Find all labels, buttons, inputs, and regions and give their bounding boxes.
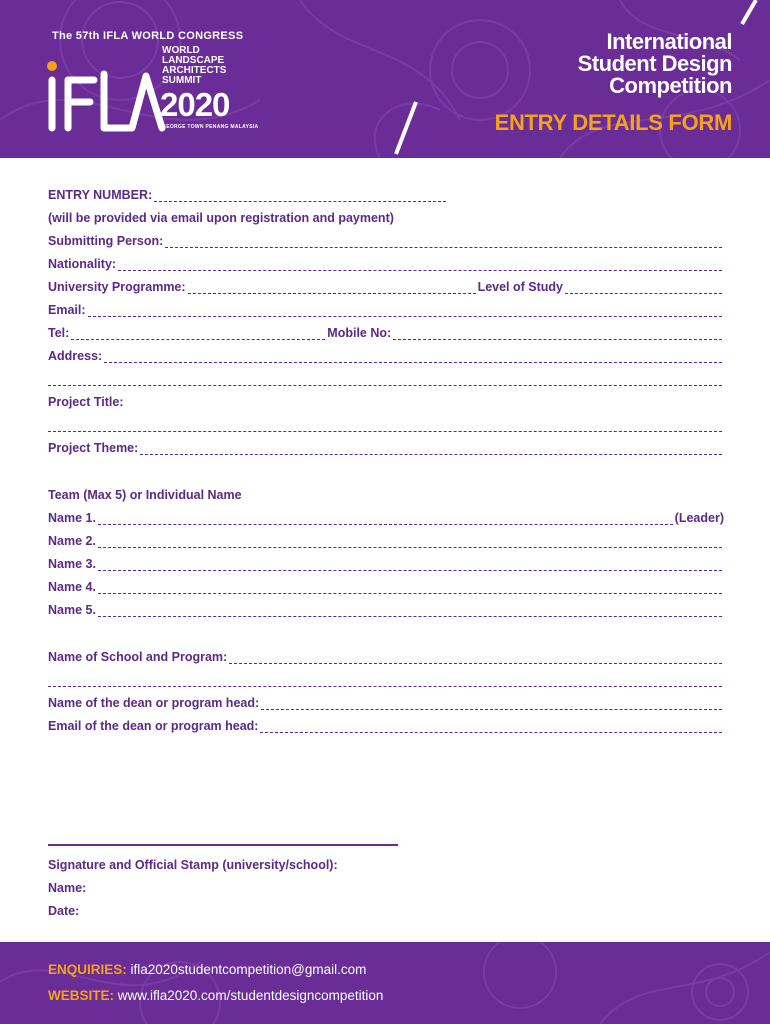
name-label: Name 4. [48,580,96,594]
entry-number-label: ENTRY NUMBER: [48,188,153,202]
university-programme-label: University Programme: [48,280,186,294]
tel-label: Tel: [48,326,70,340]
email-row [48,299,724,317]
school-program-field[interactable] [229,651,722,664]
summit-line: WORLD [162,45,200,56]
school-program-field-2[interactable] [48,674,722,687]
footer-banner [0,942,770,1024]
competition-line: International [606,29,732,54]
university-row [48,276,724,294]
address-field-2[interactable] [48,373,722,386]
competition-title [578,31,732,97]
name-row [48,599,724,617]
project-title-label: Project Title: [48,395,124,409]
email-field[interactable] [88,304,722,317]
dean-name-label: Name of the dean or program head: [48,696,260,710]
name-label: Name 3. [48,557,96,571]
form-title: ENTRY DETAILS FORM [494,110,732,135]
slash-decoration [730,0,760,30]
phone-row [48,322,724,340]
entry-number-row [48,184,724,202]
ifla-logo [46,52,166,136]
team-heading: Team (Max 5) or Individual Name [48,488,242,502]
mobile-label: Mobile No: [327,326,392,340]
location-label: GEORGE TOWN PENANG MALAYSIA [162,124,259,130]
dean-email-field[interactable] [260,720,722,733]
congress-label: The 57th IFLA WORLD CONGRESS [52,30,244,42]
address-row [48,345,724,363]
project-theme-label: Project Theme: [48,441,139,455]
summit-line: ARCHITECTS [162,65,227,76]
enquiries-email-link[interactable]: ifla2020studentcompetition@gmail.com [130,962,367,977]
slash-decoration [390,98,420,158]
entry-number-field[interactable] [154,189,446,202]
university-programme-field[interactable] [188,281,476,294]
entry-note-row [48,207,724,225]
name-row [48,530,724,548]
competition-line: Competition [609,73,732,98]
address-field[interactable] [104,350,722,363]
nationality-row [48,253,724,271]
sig-name-label: Name: [48,881,87,895]
dean-name-field[interactable] [261,697,722,710]
sig-name-row [48,877,724,895]
project-title-row [48,391,724,409]
name-field[interactable] [98,604,722,617]
school-program-label: Name of School and Program: [48,650,228,664]
name-field[interactable] [98,581,722,594]
email-label: Email: [48,303,86,317]
sig-date-label: Date: [48,904,80,918]
address-label: Address: [48,349,103,363]
summit-text [162,46,226,86]
name-field[interactable] [98,558,722,571]
enquiries-line [48,962,366,977]
name-row [48,576,724,594]
entry-note: (will be provided via email upon registration and payment) [48,211,394,225]
header-banner [0,0,770,158]
submitting-person-row [48,230,724,248]
name-field[interactable] [98,535,722,548]
website-line [48,988,383,1003]
year-label: 2020 [160,86,230,123]
submitting-person-label: Submitting Person: [48,234,164,248]
project-theme-row [48,437,724,455]
signature-line [48,844,398,846]
address-row-2 [48,368,724,386]
level-of-study-field[interactable] [565,281,722,294]
name-row [48,507,724,525]
website-link[interactable]: www.ifla2020.com/studentdesigncompetition [117,988,384,1003]
dean-name-row [48,692,724,710]
leader-label: (Leader) [674,511,724,525]
level-of-study-label: Level of Study [477,280,563,294]
summit-line: SUMMIT [162,75,202,86]
website-label: WEBSITE: [48,988,114,1003]
summit-line: LANDSCAPE [162,55,225,66]
dean-email-row [48,715,724,733]
name-label: Name 5. [48,603,96,617]
name-label: Name 2. [48,534,96,548]
mobile-field[interactable] [393,327,722,340]
school-row [48,646,724,664]
team-heading-row [48,484,724,502]
nationality-field[interactable] [118,258,722,271]
project-theme-field[interactable] [140,442,722,455]
enquiries-label: ENQUIRIES: [48,962,127,977]
project-title-field[interactable] [48,419,722,432]
signature-row [48,854,724,872]
name-label: Name 1. [48,511,96,525]
name-field[interactable] [98,512,673,525]
name-row [48,553,724,571]
dean-email-label: Email of the dean or program head: [48,719,259,733]
project-title-line-row [48,414,724,432]
nationality-label: Nationality: [48,257,117,271]
floral-pattern [0,942,770,1024]
tel-field[interactable] [71,327,325,340]
sig-date-row [48,900,724,918]
signature-label: Signature and Official Stamp (university/school): [48,858,338,872]
competition-line: Student Design [577,51,732,76]
submitting-person-field[interactable] [165,235,722,248]
school-row-2 [48,669,724,687]
